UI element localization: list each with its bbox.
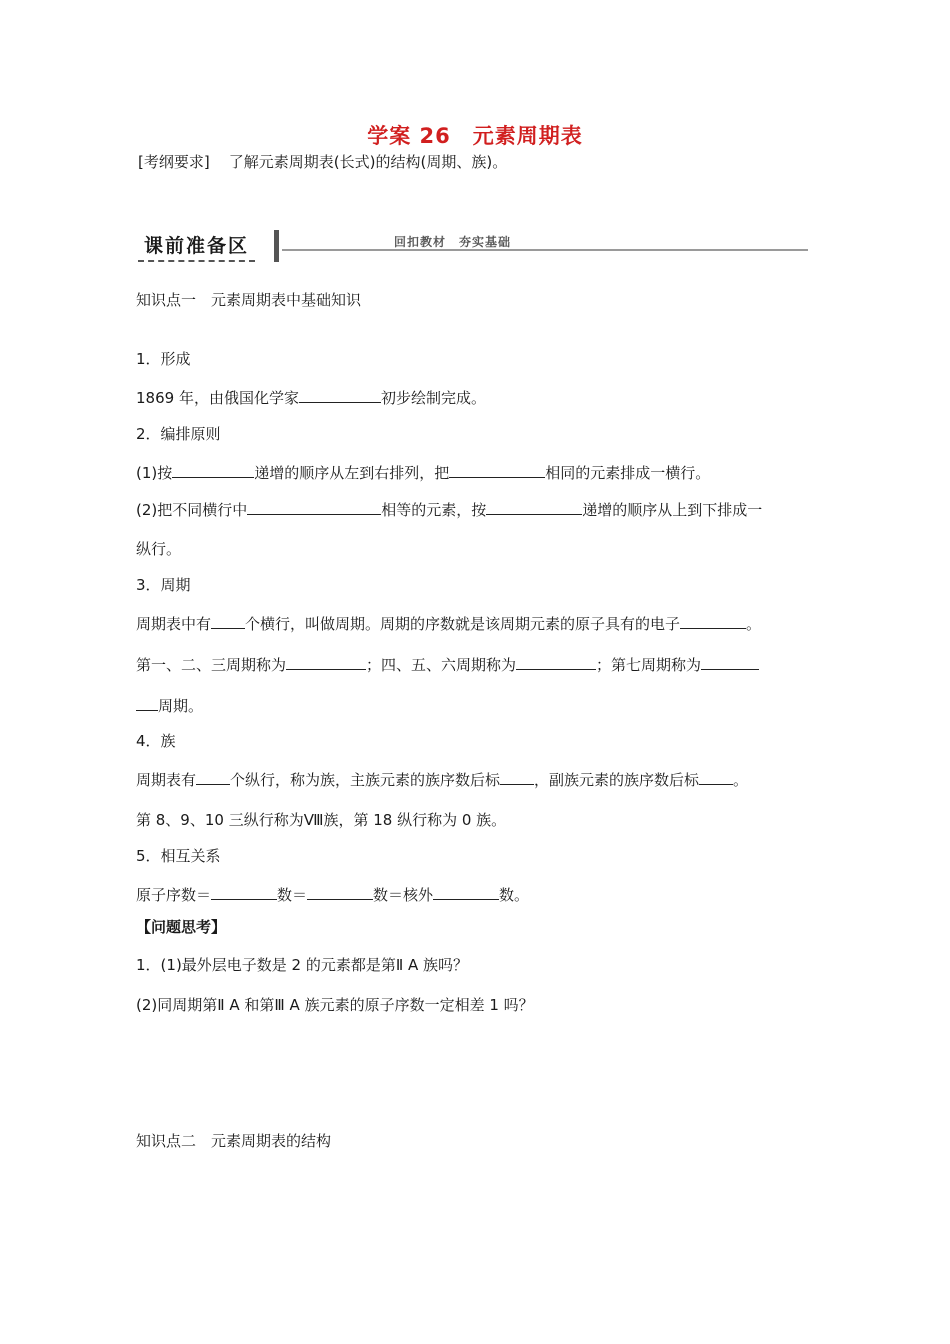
s3-line-2	[136, 653, 759, 675]
s4-line-2: 第 8、9、10 三纵行称为Ⅷ族，第 18 纵行称为 0 族。	[136, 811, 507, 829]
syllabus-requirement	[138, 152, 507, 172]
s5-heading: 5．相互关系	[136, 847, 221, 865]
fill-blank[interactable]	[500, 768, 534, 785]
s2-line-1	[136, 461, 710, 483]
banner-main-label: 课前准备区	[138, 232, 255, 262]
fill-blank[interactable]	[433, 883, 499, 900]
fill-blank[interactable]	[136, 694, 158, 711]
page-title: 学案 26 元素周期表	[367, 124, 583, 148]
s3-line-3	[136, 694, 203, 716]
fill-blank[interactable]	[307, 883, 373, 900]
s2-l1c: 相同的元素排成一横行。	[545, 464, 711, 482]
fill-blank[interactable]	[701, 653, 759, 670]
s2-l1b: 递增的顺序从左到右排列，把	[254, 464, 450, 482]
thinking-heading: 【问题思考】	[136, 918, 227, 936]
fill-blank[interactable]	[699, 768, 733, 785]
s4-line-1	[136, 768, 748, 790]
s2-line-2	[136, 498, 762, 520]
s5-c: 数＝核外	[373, 886, 434, 904]
s3-l1c: 。	[746, 615, 762, 633]
banner-divider	[274, 230, 279, 262]
fill-blank[interactable]	[486, 498, 582, 515]
s3-heading: 3．周期	[136, 576, 191, 594]
s2-line-3: 纵行。	[136, 540, 182, 558]
s3-l3: 周期。	[158, 697, 204, 715]
s3-l1a: 周期表中有	[136, 615, 212, 633]
s1-text-pre: 1869 年，由俄国化学家	[136, 389, 299, 407]
fill-blank[interactable]	[449, 461, 545, 478]
banner-rule	[282, 249, 808, 251]
s1-text-post: 初步绘制完成。	[380, 389, 486, 407]
fill-blank[interactable]	[247, 498, 381, 515]
requirement-tag: [考纲要求]	[138, 153, 210, 171]
section-banner	[136, 228, 808, 264]
s4-l1b: 个纵行，称为族，主族元素的族序数后标	[230, 771, 501, 789]
s3-l2c: ；第七周期称为	[596, 656, 702, 674]
s4-l1a: 周期表有	[136, 771, 197, 789]
s5-d: 数。	[499, 886, 530, 904]
s4-l1c: ，副族元素的族序数后标	[534, 771, 700, 789]
knowledge-point-2: 知识点二 元素周期表的结构	[136, 1132, 332, 1150]
banner-sub-label: 回扣教材 夯实基础	[394, 235, 512, 249]
s2-l1a: (1)按	[136, 464, 173, 482]
fill-blank[interactable]	[516, 653, 596, 670]
fill-blank[interactable]	[172, 461, 254, 478]
s2-l2c: 递增的顺序从上到下排成一	[582, 501, 763, 519]
s3-l2b: ；四、五、六周期称为	[366, 656, 517, 674]
s3-l2a: 第一、二、三周期称为	[136, 656, 287, 674]
s4-heading: 4．族	[136, 732, 176, 750]
s4-l1d: 。	[733, 771, 749, 789]
fill-blank[interactable]	[299, 386, 381, 403]
fill-blank[interactable]	[680, 612, 746, 629]
s2-l2a: (2)把不同横行中	[136, 501, 248, 519]
s5-line	[136, 883, 529, 905]
fill-blank[interactable]	[196, 768, 230, 785]
s2-heading: 2．编排原则	[136, 425, 221, 443]
fill-blank[interactable]	[286, 653, 366, 670]
thinking-question-1: 1．(1)最外层电子数是 2 的元素都是第Ⅱ A 族吗？	[136, 956, 469, 974]
requirement-text: 了解元素周期表(长式)的结构(周期、族)。	[228, 153, 508, 171]
s1-heading: 1．形成	[136, 350, 191, 368]
knowledge-point-1: 知识点一 元素周期表中基础知识	[136, 291, 362, 309]
fill-blank[interactable]	[211, 612, 245, 629]
s1-line	[136, 386, 486, 408]
s3-l1b: 个横行，叫做周期。周期的序数就是该周期元素的原子具有的电子	[245, 615, 681, 633]
thinking-question-2: (2)同周期第Ⅱ A 和第Ⅲ A 族元素的原子序数一定相差 1 吗？	[136, 996, 534, 1014]
s2-l2b: 相等的元素，按	[381, 501, 487, 519]
fill-blank[interactable]	[211, 883, 277, 900]
s5-b: 数＝	[277, 886, 308, 904]
s5-a: 原子序数＝	[136, 886, 212, 904]
s3-line-1	[136, 612, 761, 634]
